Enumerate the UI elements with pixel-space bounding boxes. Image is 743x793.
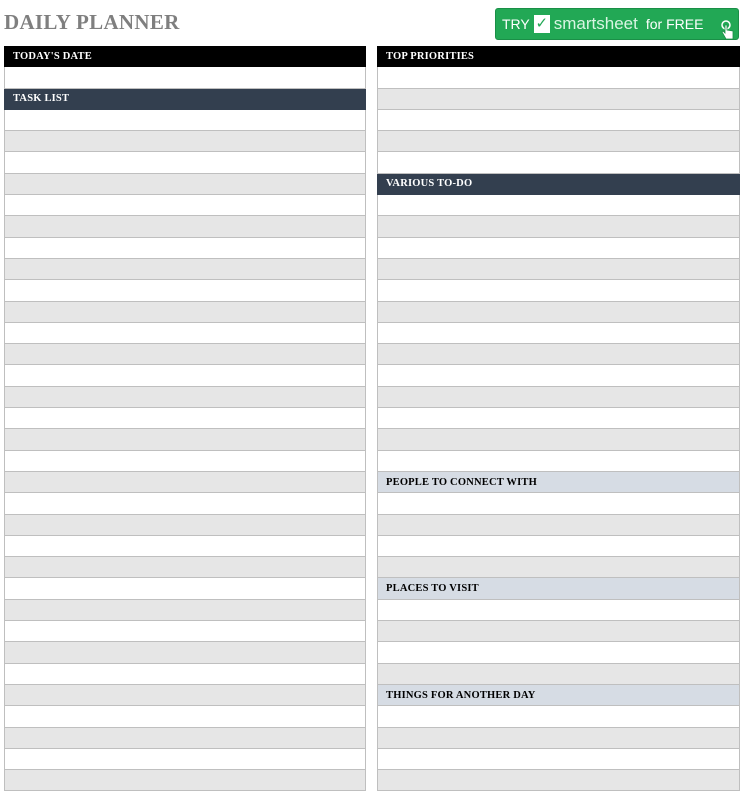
task-list-row[interactable] — [4, 408, 366, 429]
right-column — [377, 46, 740, 791]
task-list-row[interactable] — [4, 131, 366, 152]
task-list-row[interactable] — [4, 536, 366, 557]
various-todo-row[interactable] — [377, 429, 740, 450]
various-todo-row[interactable] — [377, 302, 740, 323]
pointer-hand-icon — [719, 20, 735, 40]
check-logo-icon: ✓ — [535, 15, 549, 32]
people-to-connect-row[interactable] — [377, 493, 740, 514]
try-smartsheet-banner[interactable] — [495, 8, 739, 40]
top-priorities-row[interactable] — [377, 131, 740, 152]
task-list-row[interactable] — [4, 578, 366, 599]
task-list-row[interactable] — [4, 259, 366, 280]
task-list-row[interactable] — [4, 515, 366, 536]
top-priorities-row[interactable] — [377, 152, 740, 173]
task-list-row[interactable] — [4, 302, 366, 323]
places-to-visit-row[interactable] — [377, 642, 740, 663]
todays-date-cell[interactable] — [4, 67, 366, 88]
people-to-connect-row[interactable] — [377, 515, 740, 536]
task-list-row[interactable] — [4, 728, 366, 749]
banner-brand-text: smartsheet — [553, 14, 638, 33]
left-column — [4, 46, 366, 791]
task-list-row[interactable] — [4, 152, 366, 173]
people-to-connect-header: PEOPLE TO CONNECT WITH — [377, 472, 740, 493]
task-list-row[interactable] — [4, 323, 366, 344]
task-list-row[interactable] — [4, 749, 366, 770]
various-todo-row[interactable] — [377, 259, 740, 280]
various-todo-row[interactable] — [377, 195, 740, 216]
task-list-header: TASK LIST — [4, 89, 366, 110]
top-priorities-row[interactable] — [377, 110, 740, 131]
various-todo-row[interactable] — [377, 216, 740, 237]
things-for-another-day-row[interactable] — [377, 749, 740, 770]
places-to-visit-header: PLACES TO VISIT — [377, 578, 740, 599]
things-for-another-day-row[interactable] — [377, 728, 740, 749]
task-list-row[interactable] — [4, 365, 366, 386]
page-title: DAILY PLANNER — [4, 10, 180, 34]
things-for-another-day-header: THINGS FOR ANOTHER DAY — [377, 685, 740, 706]
banner-free-text: for FREE — [645, 16, 704, 32]
task-list-row[interactable] — [4, 472, 366, 493]
places-to-visit-row[interactable] — [377, 621, 740, 642]
task-list-row[interactable] — [4, 344, 366, 365]
task-list-row[interactable] — [4, 387, 366, 408]
things-for-another-day-row[interactable] — [377, 706, 740, 727]
various-todo-row[interactable] — [377, 344, 740, 365]
places-to-visit-row[interactable] — [377, 664, 740, 685]
task-list-row[interactable] — [4, 493, 366, 514]
task-list-row[interactable] — [4, 600, 366, 621]
task-list-row[interactable] — [4, 706, 366, 727]
top-priorities-row[interactable] — [377, 67, 740, 88]
various-todo-row[interactable] — [377, 365, 740, 386]
various-todo-row[interactable] — [377, 238, 740, 259]
top-priorities-row[interactable] — [377, 89, 740, 110]
task-list-row[interactable] — [4, 280, 366, 301]
various-todo-header: VARIOUS TO-DO — [377, 174, 740, 195]
various-todo-row[interactable] — [377, 387, 740, 408]
top-priorities-header: TOP PRIORITIES — [377, 46, 740, 67]
task-list-row[interactable] — [4, 216, 366, 237]
various-todo-row[interactable] — [377, 408, 740, 429]
task-list-row[interactable] — [4, 642, 366, 663]
people-to-connect-row[interactable] — [377, 557, 740, 578]
task-list-row[interactable] — [4, 110, 366, 131]
various-todo-row[interactable] — [377, 323, 740, 344]
todays-date-header: TODAY'S DATE — [4, 46, 366, 67]
various-todo-row[interactable] — [377, 280, 740, 301]
task-list-row[interactable] — [4, 664, 366, 685]
task-list-row[interactable] — [4, 451, 366, 472]
task-list-row[interactable] — [4, 685, 366, 706]
places-to-visit-row[interactable] — [377, 600, 740, 621]
various-todo-row[interactable] — [377, 451, 740, 472]
task-list-row[interactable] — [4, 557, 366, 578]
task-list-row[interactable] — [4, 238, 366, 259]
task-list-row[interactable] — [4, 621, 366, 642]
task-list-row[interactable] — [4, 174, 366, 195]
task-list-row[interactable] — [4, 429, 366, 450]
task-list-row[interactable] — [4, 195, 366, 216]
people-to-connect-row[interactable] — [377, 536, 740, 557]
task-list-row[interactable] — [4, 770, 366, 791]
banner-try-text: TRY — [502, 16, 530, 32]
things-for-another-day-row[interactable] — [377, 770, 740, 791]
